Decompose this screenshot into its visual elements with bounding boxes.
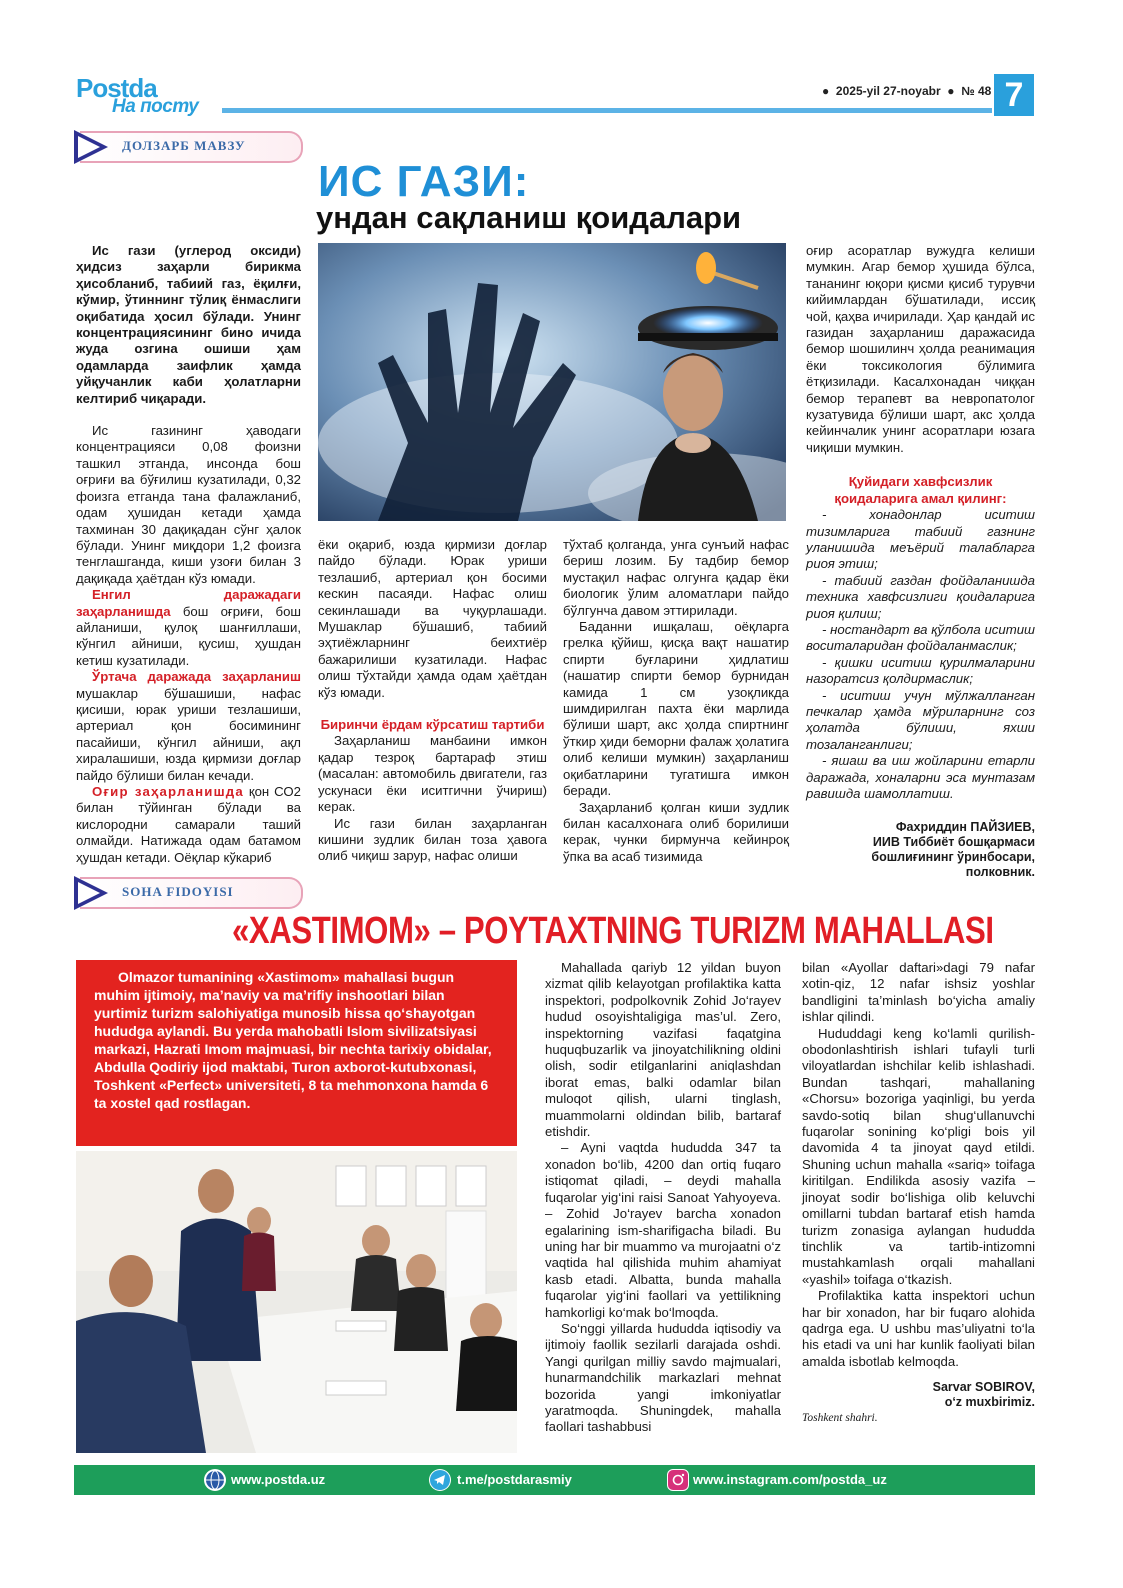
issue-number: № 48 xyxy=(961,84,992,98)
article1-p1: Ис газининг ҳаводаги концентрацияси 0,08 фоизни ташкил этганда, инсонда бош оғриғи ва бўғилиш кузатилади, 0,32 фоизга етганда тана фалажланиб, одам ҳушидан кетади ҳамда тахминан 30 дақиқадан сўнг ҳалок бўлади. Унинг миқдори 1,2 фоизга тенглашганда, киши узоғи билан 3 дақиқада ҳаётдан кўз юмади. xyxy=(76,423,301,586)
article2-c2-p1: Mahallada qariyb 12 yildan buyon xizmat qilib kelayotgan profilaktika katta inspektori, podpolkovnik Zohid Jo‘rayev hudud osoyishtaligiga mas’ul. Zero, inspektorning vazifasi faqatgina huquqbuzarlik va jinoyatchilikning oldini olish, sodir etilganlarini aniqlashdan iborat emas, balki odamlar bilan muloqot qilish, ularni tinglash, muammolarni oldindan bilib, bartaraf etishdir. xyxy=(545,960,781,1140)
article2-place: Toshkent shahri. xyxy=(802,1412,878,1425)
article2-col2 xyxy=(545,960,781,1436)
article1-lead: Ис гази (углерод оксиди) ҳидсиз заҳарли бирикма ҳисобланиб, табиий газ, ёқилғи, кўмир, ўтиннинг тўлиқ ёнмаслиги оқибатида ҳосил бўлади. Унинг концентрациясининг бино ичида жуда озгина ошиши ҳам одамларда заифлик ҳамда уйқучанлик каби ҳолатларни келтириб чиқаради. xyxy=(76,243,301,406)
safety-rules-list xyxy=(806,507,1035,802)
article1-c3-p1: тўхтаб қолганда, унга сунъий нафас бериш лозим. Бу тадбир бемор мустақил нафас олгунга қадар ёки биологик ўлим аломатлари пайдо бўлгунча давом эттирилади. xyxy=(563,537,789,618)
article2-signature xyxy=(802,1380,1035,1410)
gas-photo xyxy=(318,243,786,521)
article2-author-name: Sarvar SOBIROV, xyxy=(932,1380,1035,1395)
article1-author-rank: полковник. xyxy=(965,865,1035,880)
article1-p2: Енгил даражадаги заҳарланишда бош оғриғи, бош айланиши, қулоқ шанғиллаши, кўнгил айниши, қусиш, ҳушдан кетиш кузатилади. xyxy=(76,587,301,668)
safety-rule: - қишки иситиш қурилмаларини назоратсиз қолдирмаслик; xyxy=(806,654,1035,687)
instagram-icon xyxy=(667,1469,689,1491)
article1-signature xyxy=(806,820,1035,880)
article1-author-name: Фахриддин ПАЙЗИЕВ, xyxy=(895,820,1035,835)
safety-rules-heading: Қуйидаги хавфсизлик қоидаларига амал қилинг: xyxy=(834,474,1007,506)
article1-c2-p2: Заҳарланиш манбаини имкон қадар тезроқ бартараф этиш (масалан: автомобиль двигатели, газ ускунаси ёки иситгични ўчириш) керак. xyxy=(318,733,547,815)
logo-postda: Postda xyxy=(76,73,157,103)
article2-c3-p1: bilan «Ayollar daftari»dagi 79 nafar xotin-qiz, 12 nafar ishsiz yoshlar bandligini ta’minlash bo‘yicha amaliy ishlar qilindi. xyxy=(802,960,1035,1025)
article2-lead-box: Olmazor tumanining «Xastimom» mahallasi bugun muhim ijtimoiy, ma’naviy va ma’rifiy inshootlari bilan yurtimiz turizm salohiyatiga munosib hissa qo‘shayotgan hududga aylandi. Bu yerda mahobatli Islom sivilizatsiyasi markazi, Hazrati Imom majmuasi, bir nechta tarixiy obidalar, Abdulla Qodiriy ijod maktabi, Turon axborot-kutubxonasi, Toshkent «Perfect» universiteti, 8 ta mehmonxona hamda 6 ta xostel qad rostlagan. xyxy=(76,960,517,1146)
globe-icon xyxy=(204,1469,226,1491)
issue-dateline: ● 2025-yil 27-noyabr ● № 48 xyxy=(822,84,992,98)
article1-author-role2: бошлиғининг ўринбосари, xyxy=(871,850,1035,865)
rubric-label: SOHA FIDOYISI xyxy=(122,884,234,899)
article1-c4-p1: оғир асоратлар вужудга келиши мумкин. Агар бемор ҳушида бўлса, тананинг юқори қисми қисиб турувчи кийимлардан бўшатилади, иссиқ чой, қаҳва ичирилади. Ҳар қандай ис газидан заҳарланиш даражасида бемор шошилинч ҳолда реанимация ёки токсикология бўлимига ётқизилади. Касалхонадан чиққан бемор терапевт ва невропатолог кузатувида бўлиши шарт, акс ҳолда кейинчалик унинг асоратлари юзага чиқиши мумкин. xyxy=(806,243,1035,455)
safety-rule: - иситиш учун мўлжалланган печкалар ҳамда мўриларнинг соз ҳолатда бўлиши, яхши тозаланганлиги; xyxy=(806,687,1035,752)
safety-rule: - табиий газдан фойдаланишда техника хавфсизлиги қоидаларига риоя қилиш; xyxy=(806,572,1035,621)
article2-c3-p2: Hududdagi keng ko‘lamli qurilish-obodonlashtirish ishlari tufayli turli viloyatlardan ishchilar kelib ishlashadi. Bundan tashqari, mahallaning «Chorsu» bozoriga yaqinligi, bu yerda savdo-sotiq bilan shug‘ullanuvchi fuqarolar sonining ko‘pligi bois yil davomida 4 ta jinoyat qayd etildi. Shuning uchun mahalla «sariq» toifaga kiritilgan. Endilikda asosiy vazifa – jinoyat sodir bo‘lishiga olib keluvchi omillarni tubdan bartaraf etish hamda turizm zonasiga aylangan hududda tinchlik va tartib-intizomni mustahkamlash orqali mahallani «yashil» toifaga o‘tkazish. xyxy=(802,1025,1035,1287)
issue-date: 2025-yil 27-noyabr xyxy=(835,84,941,98)
article2-col3 xyxy=(802,960,1035,1424)
article1-title: ИС ГАЗИ: xyxy=(318,157,530,206)
article2-title: «XASTIMOM» – POYTAXTNING TURIZM MAHALLASI xyxy=(232,910,994,952)
article1-p3: Ўртача даражада заҳарланиш мушаклар бўшашиши, нафас қисиши, юрак уриши тезлашиши, артериал қон босимининг пасайиши, кўнгил айниши, ақл хиралашиши, юзда қирмизи доғлар пайдо бўлиши билан кечади. xyxy=(76,669,301,783)
article2-c2-p2: – Ayni vaqtda hududda 347 ta xonadon bo‘lib, 4200 dan ortiq fuqaro istiqomat qiladi, – deydi mahalla fuqarolar yig‘ini raisi Sanoat Yahyoyeva. – Zohid Jo‘rayev barcha xonadon egalarining ism-sharifigacha biladi. Bu uning har bir muammo va murojaatni o‘z vaqtida hal qilishida muhim ahamiyat kasb etadi. Albatta, bunda mahalla fuqarolar yig‘ini faollari va yettilikning hamkorligi ko‘mak bo‘lmoqda. xyxy=(545,1140,781,1320)
article1-c3-p2: Баданни ишқалаш, оёқларга грелка қўйиш, қисқа вақт нашатир спирти буғларини ҳидлатиш (нашатир спирти бемор бурнидан камида 1 см узоқликда шимдирилган пахта ёки марлида бўлиши шарт, акс ҳолда спиртнинг ўткир ҳиди беморни фалаж ҳолатига олиб келиши мумкин) заҳарланиш оқибатларини тугатишга имкон беради. xyxy=(563,619,789,799)
header-rule xyxy=(222,108,992,113)
article1-c2-p1: ёки оқариб, юзда қирмизи доғлар пайдо бўлади. Юрак уриши тезлашиб, артериал қон босими кескин пасаяди. Нафас олиш секинлашади ва чуқурлашади. Мушаклар бўшашиб, табиий эҳтиёжларнинг беихтиёр бажарилиши кузатилади. Нафас олиш тўхтайди ҳамда одам ҳаётдан кўз юмади. xyxy=(318,537,547,700)
article1-col2 xyxy=(318,537,547,865)
telegram-icon xyxy=(429,1469,451,1491)
page-number: 7 xyxy=(994,74,1034,116)
rubric-label: ДОЛЗАРБ МАВЗУ xyxy=(122,138,246,153)
article1-col4 xyxy=(806,243,1035,880)
article1-col3 xyxy=(563,537,789,865)
safety-rule: - яшаш ва иш жойларини етарли даражада, хоналарни эса мунтазам равишда шамоллатиш. xyxy=(806,753,1035,801)
article1-subtitle: ундан сақланиш қоидалари xyxy=(316,200,742,235)
safety-rule: - хонадонлар иситиш тизимларига табиий газнинг уланишида меъёрий талабларга риоя этиш; xyxy=(806,507,1035,572)
gas-photo-illustration xyxy=(318,243,786,521)
firstaid-subheading: Биринчи ёрдам кўрсатиш тартиби xyxy=(320,717,545,733)
article1-p4: Оғир заҳарланишда қон СО2 билан тўйинган бўлади ва кислородни самарали таший олмайди. Натижада одам батамом ҳушдан кетади. Оёқлар кўкариб xyxy=(76,784,301,865)
meeting-photo-illustration xyxy=(76,1151,517,1453)
meeting-photo xyxy=(76,1151,517,1453)
footer-site-link[interactable]: www.postda.uz xyxy=(231,1472,326,1487)
article1-col1 xyxy=(76,243,301,866)
article1-c2-p3: Ис гази билан заҳарланган кишини зудлик билан тоза ҳавога олиб чиқиш зарур, нафас олиши xyxy=(318,815,547,864)
article1-author-role: ИИВ Тиббиёт бошқармаси xyxy=(872,835,1035,850)
safety-rule: - ностандарт ва қўлбола иситиш воситаларидан фойдаланмаслик; xyxy=(806,621,1035,654)
article1-c3-p3: Заҳарланиб қолган киши зудлик билан касалхонага олиб борилиши керак, чунки бирмунча кейинроқ ўпка ва асаб тизимида xyxy=(563,799,789,864)
article2-c2-p3: So‘nggi yillarda hududda iqtisodiy va ijtimoiy faollik sezilarli darajada oshdi. Yangi qurilgan milliy savdo majmualari, hunarmandchilik markazlari mehnat bozorida yangi imkoniyatlar yaratmoqda. Shuningdek, mahalla faollari tashabbusi xyxy=(545,1320,781,1435)
footer-telegram-link[interactable]: t.me/postdarasmiy xyxy=(457,1472,572,1487)
footer-instagram-link[interactable]: www.instagram.com/postda_uz xyxy=(693,1472,887,1487)
logo-na-postu: На посту xyxy=(112,96,199,117)
article2-c3-p3: Profilaktika katta inspektori uchun har bir xonadon, har bir fuqaro alohida qadrga ega. U ushbu mas’uliyatni to‘la his etadi va uni har kunlik faoliyati bilan amalda isbotlab kelmoqda. xyxy=(802,1288,1035,1369)
article2-author-role: o‘z muxbirimiz. xyxy=(944,1395,1035,1410)
